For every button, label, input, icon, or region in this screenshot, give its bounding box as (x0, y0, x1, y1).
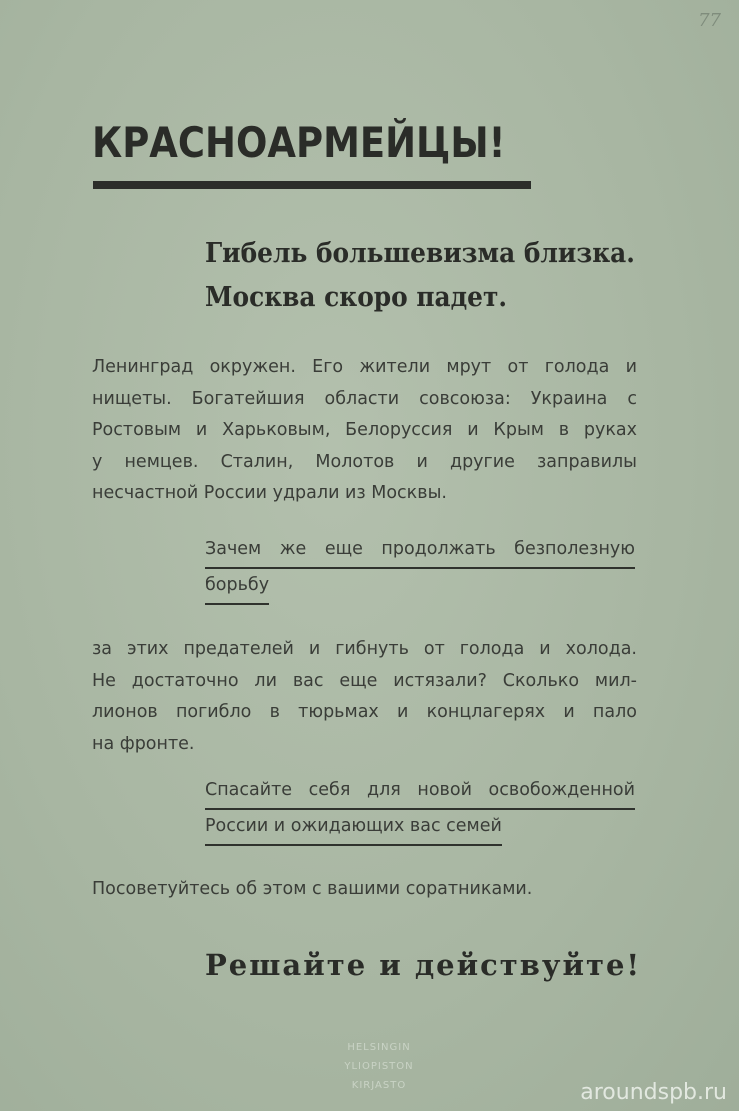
paragraph-2-line: на фронте. (92, 733, 195, 754)
paragraph-2-line: Не достаточно ли вас еще истязали? Сколько мил- (92, 670, 637, 691)
emphasis-1-line: борьбу (205, 571, 269, 605)
paragraph-1-line: Ростовым и Харьковым, Белоруссия и Крым в руках (92, 420, 637, 440)
library-stamp-line: YLIOPISTON (344, 1061, 414, 1072)
paragraph-3-line: Посоветуйтесь об этом с вашими соратниками. (92, 879, 533, 899)
paragraph-2-line: лионов погибло в тюрьмах и концлагерях и пало (92, 702, 637, 722)
emphasis-block-1 (205, 535, 635, 605)
subheadline-line-1: Гибель большевизма близка. (205, 238, 635, 269)
library-stamp-line: HELSINGIN (347, 1042, 411, 1053)
page-number: 77 (698, 10, 721, 31)
emphasis-1-line: Зачем же еще продолжать безполезную (205, 535, 635, 569)
emphasis-block-2 (205, 776, 635, 846)
site-watermark: aroundspb.ru (580, 1080, 727, 1105)
paragraph-1 (92, 352, 637, 510)
headline-underline (93, 181, 531, 189)
paragraph-1-line: Ленинград окружен. Его жители мрут от голода и (92, 357, 637, 377)
subheadline-line-2: Москва скоро падет. (205, 282, 508, 313)
library-stamp (334, 1038, 424, 1095)
paragraph-1-line: у немцев. Сталин, Молотов и другие заправилы (92, 451, 637, 472)
headline: КРАСНОАРМЕЙЦЫ! (92, 118, 506, 167)
emphasis-2-line: России и ожидающих вас семей (205, 812, 502, 846)
closing-slogan: Решайте и действуйте! (205, 948, 642, 982)
paragraph-1-line: несчастной России удрали из Москвы. (92, 483, 447, 503)
paragraph-1-line: нищеты. Богатейшия области совсоюза: Украина с (92, 388, 637, 409)
library-stamp-line: KIRJASTO (351, 1080, 407, 1091)
paragraph-2 (92, 634, 637, 760)
emphasis-2-line: Спасайте себя для новой освобожденной (205, 776, 635, 810)
paragraph-3 (92, 874, 637, 906)
paragraph-2-line: за этих предателей и гибнуть от голода и холода. (92, 639, 637, 659)
